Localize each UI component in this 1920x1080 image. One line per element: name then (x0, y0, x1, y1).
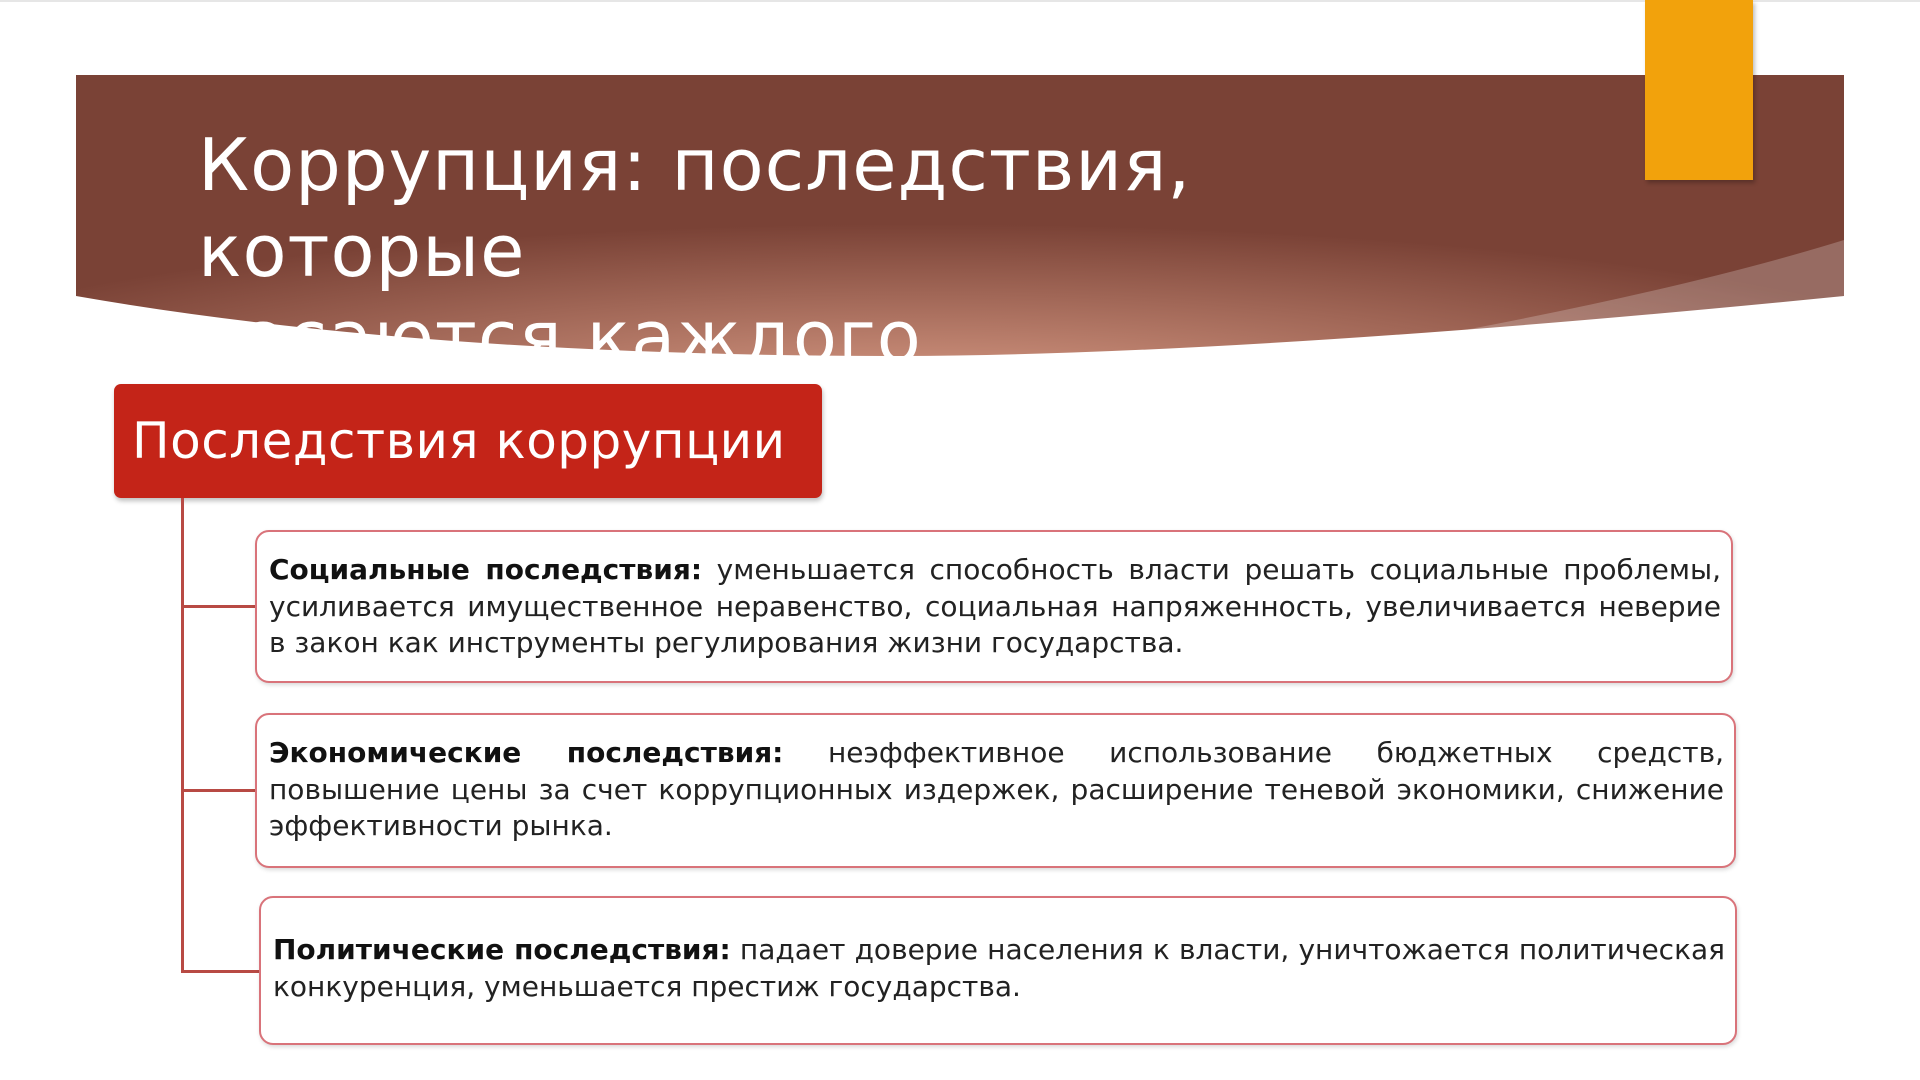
card-social-description: уменьшается способность власти решать социальные проблемы, усиливается имущественное неравенство, социальная напряженность, увеличивается неверие в закон как инструменты регулирования жизни государства. (269, 553, 1721, 659)
card-economic-description: неэффективное использование бюджетных средств, повышение цены за счет коррупционных издержек, расширение теневой экономики, снижение эффективности рынка. (269, 736, 1724, 842)
card-economic-text (269, 735, 1724, 845)
slide-title-line-2: касаются каждого (198, 295, 922, 379)
card-economic-term: Экономические последствия: (269, 736, 784, 769)
slide-title-line-1: Коррупция: последствия, которые (198, 123, 1192, 293)
connector-branch-social (181, 605, 255, 608)
diagram-heading-box (114, 384, 822, 498)
card-political (259, 896, 1737, 1045)
connector-vertical (181, 498, 184, 972)
card-political-term: Политические последствия: (273, 933, 731, 966)
card-social (255, 530, 1733, 683)
connector-branch-political (181, 970, 259, 973)
card-economic (255, 713, 1736, 868)
card-social-text (269, 552, 1721, 662)
connector-branch-economic (181, 789, 255, 792)
diagram-heading: Последствия коррупции (132, 412, 786, 470)
card-political-description: падает доверие населения к власти, уничтожается политическая конкуренция, уменьшается престиж государства. (273, 933, 1725, 1003)
card-political-text (273, 932, 1725, 1005)
card-social-term: Социальные последствия: (269, 553, 703, 586)
